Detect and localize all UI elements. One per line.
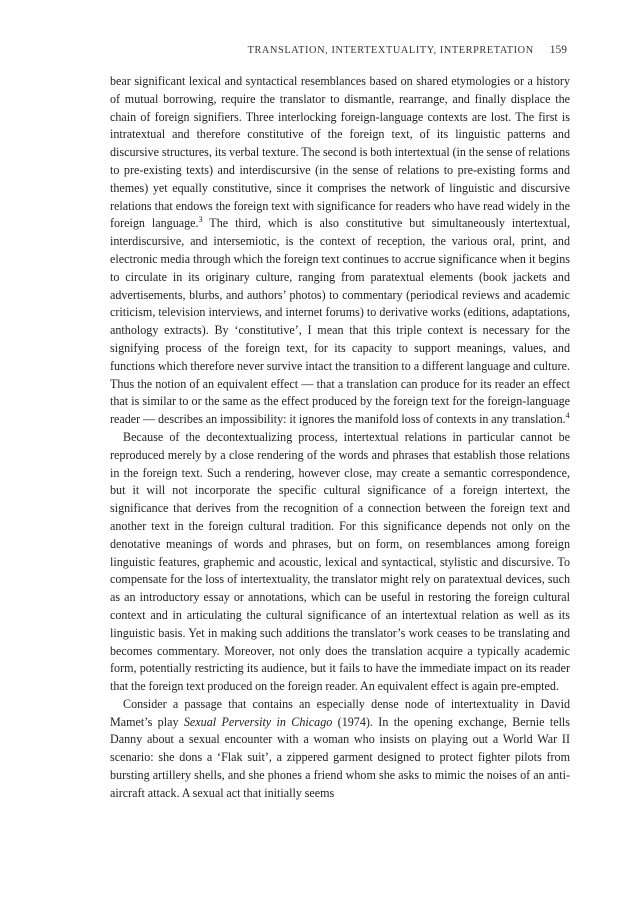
paragraph-3-text-b: (1974). In the opening exchange, Bernie tells Danny about a sexual encounter with a woman who insists on playing out a World War II scenario: she dons a ‘Flak suit’, a zippered garment designed to protect fighter pilots from bursting artillery shells, and she phones a friend whom she asks to mimic the noises of an anti-aircraft attack. A sexual act that initially seems: [110, 714, 570, 800]
paragraph-2: Because of the decontextualizing process, intertextual relations in particular cannot be reproduced merely by a close rendering of the words and phrases that establish those relations in the foreign text. Such a rendering, however close, may create a semantic correspondence, but it will not incorporate the specific cultural significance of a foreign intertext, the significance that derives from the recognition of a connection between the foreign text and another text in the foreign cultural tradition. For this significance depends not only on the denotative meanings of words and phrases, but on form, on resemblances among foreign linguistic features, graphemic and acoustic, lexical and syntactical, stylistic and discursive. To compensate for the loss of intertextuality, the translator might rely on paratextual devices, such as an introductory essay or annotations, which can be useful in restoring the foreign cultural context and in articulating the cultural significance of an intertextual relation as well as its linguistic basis. Yet in making such additions the translator’s work ceases to be translating and becomes commentary. Moreover, not only does the translation acquire a typically academic form, potentially restricting its audience, but it fails to have the immediate impact on its reader that the foreign text produced on the foreign reader. An equivalent effect is again pre-empted.: [110, 429, 570, 694]
paragraph-3: [110, 696, 570, 803]
paragraph-1-text-b: The third, which is also constitutive but simultaneously intertextual, interdiscursive, and intersemiotic, is the context of reception, the various oral, print, and electronic media through which the foreign text continues to accrue significance when it begins to circulate in its originary culture, ranging from paratextual elements (book jackets and advertisements, blurbs, and authors’ photos) to commentary (periodical reviews and academic criticism, television interviews, and internet forums) to derivative works (editions, adaptations, anthology extracts). By ‘constitutive’, I mean that this triple context is necessary for the signifying process of the foreign text, for its capacity to support meanings, values, and functions which therefore never survive intact the transition to a different language and culture. Thus the notion of an equivalent effect — that a translation can produce for its reader an effect that is similar to or the same as the effect produced by the foreign text for the foreign-language reader — describes an impossibility: it ignores the manifold loss of contexts in any translation.: [110, 216, 570, 427]
page-number: 159: [549, 44, 567, 56]
paragraph-3-text-a: Consider a passage that contains an especially dense node of intertextuality in David Mamet’s play: [110, 696, 570, 729]
play-title: Sexual Perversity in Chicago: [183, 714, 333, 729]
paragraph-1-text-a: bear significant lexical and syntactical resemblances based on shared etymologies or a history of mutual borrowing, require the translator to dismantle, rearrange, and finally displace the chain of foreign signifiers. Three interlocking foreign-language contexts are lost. The first is intratextual and therefore constitutive of the foreign text, of its linguistic patterns and discursive structures, its verbal texture. The second is both intertextual (in the sense of relations to pre-existing texts) and interdiscursive (in the sense of relations to pre-existing forms and themes) yet equally constitutive, since it comprises the network of linguistic and discursive relations that endows the foreign text with significance for readers who have read widely in the foreign language.: [110, 74, 570, 231]
running-head: [248, 44, 567, 56]
footnote-ref-4[interactable]: 4: [565, 411, 570, 421]
body-text: [110, 73, 570, 803]
paragraph-1: [110, 73, 570, 429]
running-title: TRANSLATION, INTERTEXTUALITY, INTERPRETATION: [247, 45, 534, 56]
footnote-ref-3[interactable]: 3: [198, 215, 203, 225]
